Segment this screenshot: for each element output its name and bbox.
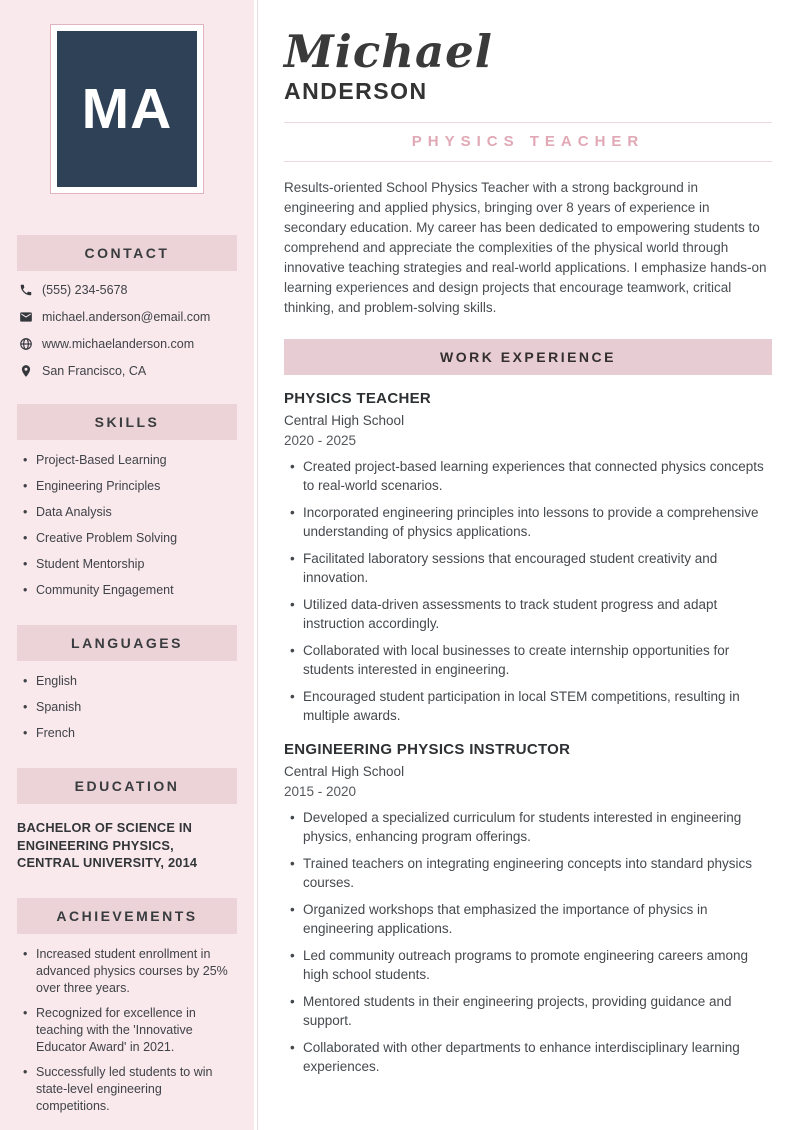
skills-list xyxy=(23,452,237,599)
job-bullet: • Created project-based learning experiences that connected physics concepts to real-world scenarios. xyxy=(290,457,772,496)
job-bullet: • Mentored students in their engineering projects, providing guidance and support. xyxy=(290,992,772,1031)
languages-list xyxy=(23,673,237,742)
job-title: PHYSICS TEACHER xyxy=(284,389,432,407)
job-bullet: • Utilized data-driven assessments to track student progress and adapt instruction accordingly. xyxy=(290,595,772,634)
job-bullet: • Developed a specialized curriculum for students interested in engineering physics, enhancing program offerings. xyxy=(290,808,772,847)
job-bullet: • Facilitated laboratory sessions that encouraged student creativity and innovation. xyxy=(290,549,772,588)
contact-row-email xyxy=(19,310,237,324)
achievement-item: • Increased student enrollment in advanced physics courses by 25% over three years. xyxy=(23,946,237,997)
job-bullet: • Trained teachers on integrating engineering concepts into standard physics courses. xyxy=(290,854,772,893)
contact-email: michael.anderson@email.com xyxy=(42,310,211,324)
skill-item: • Project-Based Learning xyxy=(23,452,237,469)
education-degree: BACHELOR OF SCIENCE IN ENGINEERING PHYSICS, CENTRAL UNIVERSITY, 2014 xyxy=(17,820,198,870)
contact-website: www.michaelanderson.com xyxy=(42,337,195,351)
monogram-box xyxy=(57,31,197,187)
skills-section-header: SKILLS xyxy=(17,404,237,440)
main-column xyxy=(258,0,800,1130)
summary-paragraph: Results-oriented School Physics Teacher with a strong background in engineering and applied physics, bringing over 8 years of experience in secondary education. My career has been dedicated to empowering students to comprehend and appreciate the complexities of the physical world through innovative teaching strategies and real-world applications. I emphasize hands-on learning experiences and design projects that encourage teamwork, critical thinking, and problem-solving skills. xyxy=(284,179,767,315)
job-bullet: • Collaborated with local businesses to create internship opportunities for students interested in engineering. xyxy=(290,641,772,680)
job-company: Central High School xyxy=(284,763,405,779)
role-title: PHYSICS TEACHER xyxy=(411,132,645,150)
skill-item: • Engineering Principles xyxy=(23,478,237,495)
language-item: • French xyxy=(23,725,237,742)
job-bullet: • Collaborated with other departments to enhance interdisciplinary learning experiences. xyxy=(290,1038,772,1077)
achievement-item: • Recognized for excellence in teaching with the 'Innovative Educator Award' in 2021. xyxy=(23,1005,237,1056)
contact-row-phone xyxy=(19,283,237,297)
globe-icon xyxy=(19,337,33,351)
contact-phone: (555) 234-5678 xyxy=(42,283,128,297)
job-entry-2 xyxy=(284,741,772,1077)
job-entry-1 xyxy=(284,390,772,726)
job-bullet: • Incorporated engineering principles into lessons to provide a comprehensive understanding of physics applications. xyxy=(290,503,772,542)
achievements-section-header: ACHIEVEMENTS xyxy=(17,898,237,934)
location-icon xyxy=(19,364,33,378)
achievement-item: • Successfully led students to win state-level engineering competitions. xyxy=(23,1064,237,1115)
contact-row-location xyxy=(19,364,237,378)
job-bullet: • Led community outreach programs to promote engineering careers among high school students. xyxy=(290,946,772,985)
language-item: • Spanish xyxy=(23,699,237,716)
phone-icon xyxy=(19,283,33,297)
job-title: ENGINEERING PHYSICS INSTRUCTOR xyxy=(284,740,571,758)
job-bullet: • Organized workshops that emphasized the importance of physics in engineering applications. xyxy=(290,900,772,939)
achievements-list xyxy=(23,946,237,1115)
job-company: Central High School xyxy=(284,412,405,428)
job-bullet-list xyxy=(290,457,772,726)
photo-frame xyxy=(50,24,204,194)
email-icon xyxy=(19,310,33,324)
role-band xyxy=(284,122,772,162)
contact-row-website xyxy=(19,337,237,351)
job-bullet: • Encouraged student participation in local STEM competitions, resulting in multiple awards. xyxy=(290,687,772,726)
languages-section-header: LANGUAGES xyxy=(17,625,237,661)
skill-item: • Data Analysis xyxy=(23,504,237,521)
language-item: • English xyxy=(23,673,237,690)
contact-list xyxy=(17,283,237,378)
last-name: ANDERSON xyxy=(284,77,428,104)
skill-item: • Creative Problem Solving xyxy=(23,530,237,547)
sidebar xyxy=(0,0,254,1130)
skill-item: • Student Mentorship xyxy=(23,556,237,573)
first-name: Michael xyxy=(284,25,493,78)
work-experience-header: WORK EXPERIENCE xyxy=(284,339,772,375)
contact-section-header: CONTACT xyxy=(17,235,237,271)
monogram-initials: MA xyxy=(81,77,173,141)
education-section-header: EDUCATION xyxy=(17,768,237,804)
job-dates: 2020 - 2025 xyxy=(284,432,357,448)
contact-location: San Francisco, CA xyxy=(42,364,147,378)
job-dates: 2015 - 2020 xyxy=(284,783,357,799)
skill-item: • Community Engagement xyxy=(23,582,237,599)
job-bullet-list xyxy=(290,808,772,1077)
